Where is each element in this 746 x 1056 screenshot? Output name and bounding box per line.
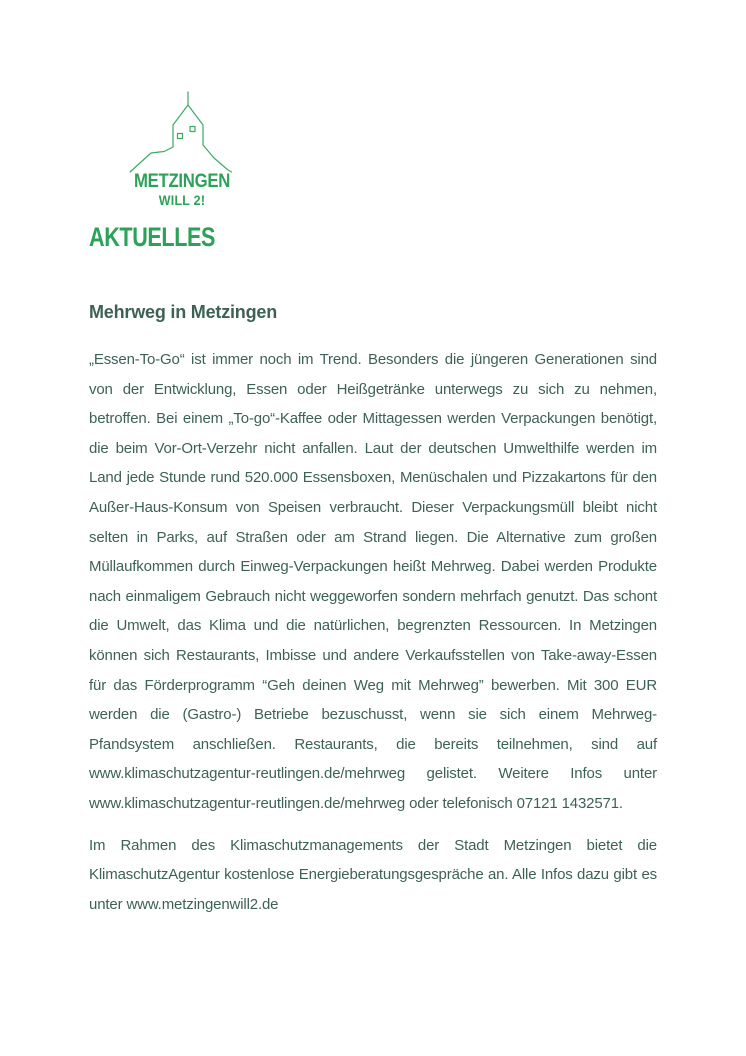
article-title: Mehrweg in Metzingen <box>89 302 278 322</box>
article <box>89 301 657 931</box>
church-on-hill-line-art-icon <box>121 88 243 178</box>
section-title: AKTUELLES <box>89 222 215 252</box>
logo <box>120 88 244 208</box>
article-paragraph: Im Rahmen des Klimaschutzmanagements der Stadt Metzingen bietet die KlimaschutzAgentur kostenlose Energieberatungsgespräche an. Alle Infos dazu gibt es unter www.metzingenwill2.de <box>89 836 657 913</box>
article-paragraph: „Essen-To-Go“ ist immer noch im Trend. Besonders die jüngeren Generationen sind von der Entwicklung, Essen oder Heißgetränke unterwegs zu sich zu nehmen, betroffen. Bei einem „To-go“-Kaffee oder Mittagessen werden Verpackungen benötigt, die beim Vor-Ort-Verzehr nicht anfallen. Laut der deutschen Umwelthilfe werden im Land jede Stunde rund 520.000 Essensboxen, Menüschalen und Pizzakartons für den Außer-Haus-Konsum von Speisen verbraucht. Dieser Verpackungsmüll bleibt nicht selten in Parks, auf Straßen oder am Strand liegen. Die Alternative zum großen Müllaufkommen durch Einweg-Verpackungen heißt Mehrweg. Dabei werden Produkte nach einmaligem Gebrauch nicht weggeworfen sondern mehrfach genutzt. Das schont die Umwelt, das Klima und die natürlichen, begrenzten Ressourcen. In Metzingen können sich Restaurants, Imbisse und andere Verkaufsstellen von Take-away-Essen für das Förderprogramm “Geh deinen Weg mit Mehrweg” bewerben. Mit 300 EUR werden die (Gastro-) Betriebe bezuschusst, wenn sie sich einem Mehrweg-Pfandsystem anschließen. Restaurants, die bereits teilnehmen, sind auf www.klimaschutzagentur-reutlingen.de/mehrweg gelistet. Weitere Infos unter www.klimaschutzagentur-reutlingen.de/mehrweg oder telefonisch 07121 1432571. <box>89 351 657 812</box>
logo-tagline: WILL 2! <box>158 193 206 208</box>
logo-brand-name: METZINGEN <box>133 171 231 192</box>
